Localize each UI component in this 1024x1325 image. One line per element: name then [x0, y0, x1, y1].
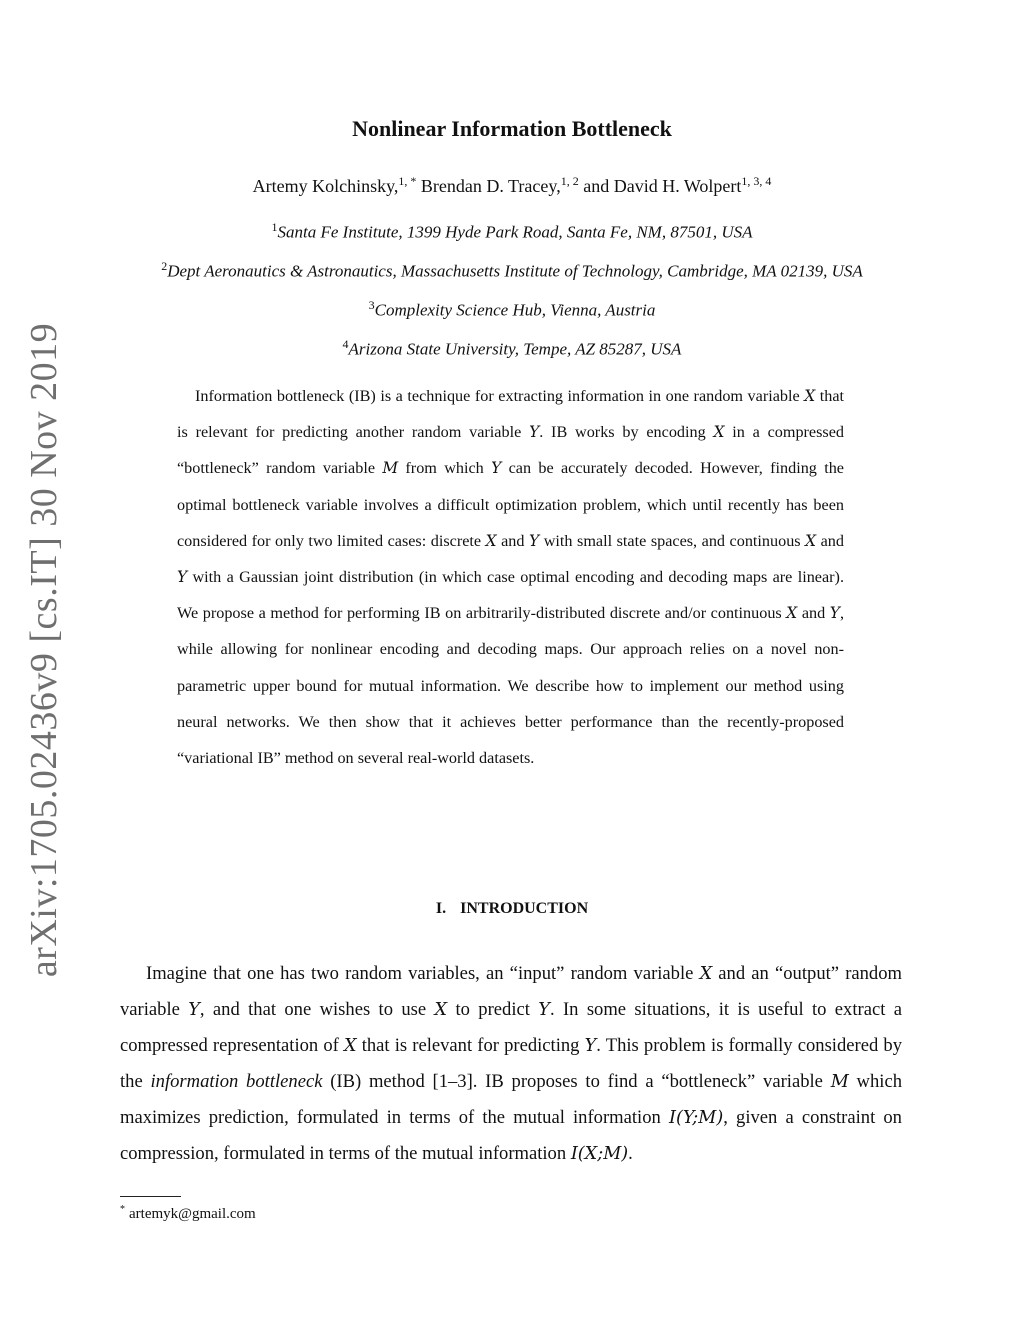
math-symbol: Y — [491, 459, 502, 478]
abstract-text: with small state spaces, and continuous — [539, 531, 806, 550]
abstract-text: Information bottleneck (IB) is a technique for extracting information in one random variable — [195, 387, 805, 405]
body-text: to predict — [447, 999, 539, 1020]
affiliation-marker: 3 — [368, 298, 375, 312]
abstract-text: that is relevant for predicting another random variable — [177, 387, 845, 442]
affiliation — [0, 220, 1024, 243]
affiliation-text: Complexity Science Hub, Vienna, Austria — [374, 300, 656, 320]
author-affiliation-marker: 1, 3, 4 — [741, 174, 772, 188]
abstract-text: . IB works by encoding — [539, 423, 714, 442]
math-symbol: X — [434, 1000, 448, 1020]
author-name: and David H. Wolpert — [583, 176, 742, 196]
math-symbol: Y — [529, 423, 540, 442]
footnote — [120, 1204, 256, 1223]
section-heading — [0, 900, 1024, 918]
affiliation-text: Dept Aeronautics & Astronautics, Massachusetts Institute of Technology, Cambridge, MA 02139, USA — [167, 261, 863, 281]
affiliation — [0, 259, 1024, 282]
affiliation-marker: 2 — [161, 259, 168, 273]
math-symbol: X — [786, 604, 798, 623]
abstract-text: and — [496, 531, 530, 550]
affiliation-marker: 4 — [342, 337, 349, 351]
math-symbol: Y — [584, 1036, 597, 1056]
section-title: INTRODUCTION — [460, 900, 589, 917]
body-text: , given a constraint on compression, formulated in terms of the mutual information — [120, 1107, 902, 1164]
section-number: I. — [435, 900, 447, 917]
abstract-text: in a compressed “bottleneck” random variable — [177, 423, 844, 478]
affiliation — [0, 298, 1024, 321]
body-text: and an “output” random variable — [120, 963, 902, 1020]
abstract-text: with a Gaussian joint distribution (in which case optimal encoding and decoding maps are linear). We propose a method for performing IB on arbitrarily-distributed discrete and/or continuous — [177, 568, 844, 623]
math-symbol: X — [713, 423, 725, 442]
abstract-text: and — [797, 604, 830, 623]
math-symbol: X — [699, 964, 713, 984]
abstract-text: and — [816, 531, 844, 550]
author-list — [0, 174, 1024, 197]
introduction-paragraph — [120, 956, 902, 1172]
author-name: Brendan D. Tracey, — [420, 176, 561, 196]
abstract — [177, 378, 844, 776]
math-expression: I(X;M) — [570, 1144, 629, 1164]
arxiv-identifier: arXiv:1705.02436v9 [cs.IT] 30 Nov 2019 — [23, 322, 65, 978]
body-text: . This problem is formally considered by the — [120, 1035, 902, 1092]
body-text: Imagine that one has two random variables, an “input” random variable — [146, 963, 700, 984]
author-name: Artemy Kolchinsky, — [252, 176, 399, 196]
math-symbol: X — [805, 531, 817, 550]
body-text: (IB) method [1–3]. IB proposes to find a “bottleneck” variable — [322, 1071, 831, 1092]
arxiv-sidebar — [8, 322, 80, 978]
math-symbol: Y — [529, 531, 540, 550]
affiliation-marker: 1 — [271, 220, 278, 234]
abstract-text: , while allowing for nonlinear encoding and decoding maps. Our approach relies on a novel non-parametric upper bound for mutual information. We describe how to implement our method using neural networks. We then show that it achieves better performance than the recently-proposed “variational IB” method on several real-world datasets. — [177, 604, 844, 768]
emphasized-term: information bottleneck — [150, 1071, 323, 1092]
footnote-email: artemyk@gmail.com — [129, 1206, 256, 1222]
abstract-text: from which — [398, 459, 492, 478]
affiliation — [0, 337, 1024, 360]
math-symbol: X — [344, 1036, 357, 1056]
author-affiliation-marker: 1, 2 — [560, 174, 579, 188]
body-text: , and that one wishes to use — [199, 999, 435, 1020]
body-text: which maximizes prediction, formulated in terms of the mutual information — [120, 1071, 902, 1128]
math-symbol: X — [804, 387, 816, 405]
math-symbol: Y — [829, 604, 840, 623]
footnote-marker: * — [120, 1204, 125, 1215]
body-text: . In some situations, it is useful to extract a compressed representation of — [120, 999, 902, 1056]
paper-title: Nonlinear Information Bottleneck — [352, 116, 672, 141]
affiliation-text: Santa Fe Institute, 1399 Hyde Park Road, Santa Fe, NM, 87501, USA — [277, 222, 753, 242]
math-symbol: M — [382, 459, 399, 478]
body-text: that is relevant for predicting — [356, 1035, 585, 1056]
affiliation-text: Arizona State University, Tempe, AZ 85287, USA — [348, 339, 682, 359]
math-symbol: Y — [177, 568, 188, 587]
math-symbol: X — [485, 531, 497, 550]
math-expression: I(Y;M) — [668, 1108, 724, 1128]
footnote-divider — [120, 1196, 181, 1197]
abstract-text: can be accurately decoded. However, finding the optimal bottleneck variable involves a difficult optimization problem, which until recently has been considered for only two limited cases: discrete — [177, 459, 844, 550]
author-affiliation-marker: 1, * — [398, 174, 417, 188]
math-symbol: Y — [538, 1000, 550, 1020]
body-text: . — [628, 1143, 633, 1164]
math-symbol: Y — [188, 1000, 200, 1020]
math-symbol: M — [830, 1072, 849, 1092]
